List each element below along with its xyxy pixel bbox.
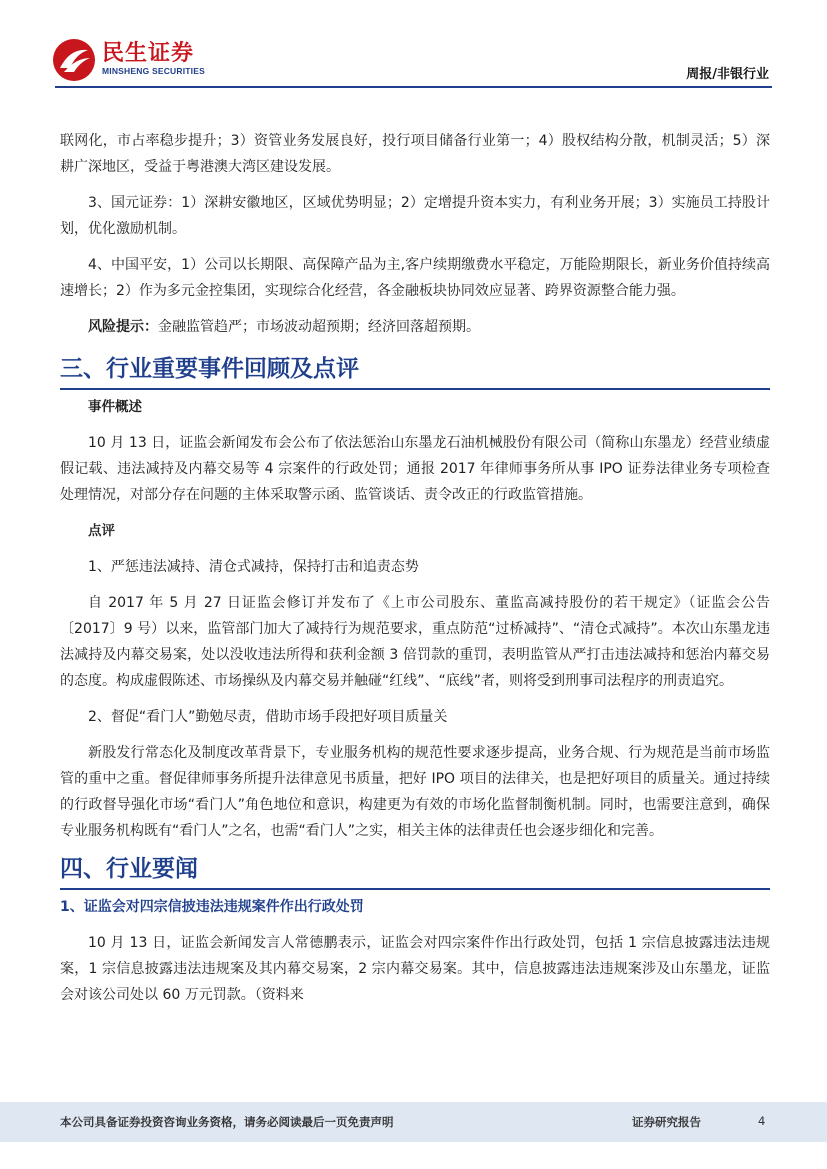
section-title: 四、行业要闻 <box>60 856 198 882</box>
footer-disclaimer: 本公司具备证券投资咨询业务资格，请务必阅读最后一页免责声明 <box>60 1115 394 1129</box>
page-content <box>60 128 770 1008</box>
page-header <box>0 0 827 90</box>
risk-text: 金融监管趋严；市场波动超预期；经济回落超预期。 <box>158 319 480 335</box>
paragraph: 4、中国平安，1）公司以长期限、高保障产品为主,客户续期缴费水平稳定，万能险期限长，新业务价值持续高速增长；2）作为多元金控集团，实现综合化经营，各金融板块协同效应显著、跨界资源整合能力强。 <box>60 257 770 299</box>
paragraph: 3、国元证券：1）深耕安徽地区，区域优势明显；2）定增提升资本实力，有利业务开展；3）实施员工持股计划，优化激励机制。 <box>60 195 770 237</box>
logo-text-en: MINSHENG SECURITIES <box>102 66 205 76</box>
point-heading: 1、严惩违法减持、清仓式减持，保持打击和追责态势 <box>88 559 419 575</box>
section-divider <box>60 388 770 390</box>
paragraph: 10 月 13 日，证监会新闻发言人常德鹏表示，证监会对四宗案件作出行政处罚，包括 1 宗信息披露违法违规案，1 宗信息披露违法违规案及其内幕交易案，2 宗内幕交易案。其中，信息披露违法违规案涉及山东墨龙，证监会对该公司处以 60 万元罚款。（资料来 <box>60 935 770 1003</box>
page-number: 4 <box>758 1114 766 1128</box>
report-type: 周报/非银行业 <box>686 67 769 82</box>
paragraph: 新股发行常态化及制度改革背景下，专业服务机构的规范性要求逐步提高，业务合规、行为规范是当前市场监管的重中之重。督促律师事务所提升法律意见书质量，把好 IPO 项目的法律关，也是把好项目的质量关。通过持续的行政督导强化市场“看门人”角色地位和意识，构建更为有效的市场化监督制衡机制。同时，也需要注意到，确保专业服务机构既有“看门人”之名，也需“看门人”之实，相关主体的法律责任也会逐步细化和完善。 <box>60 745 770 839</box>
comment-heading: 点评 <box>88 523 115 539</box>
paragraph: 自 2017 年 5 月 27 日证监会修订并发布了《上市公司股东、董监高减持股份的若干规定》（证监会公告〔2017〕9 号）以来，监管部门加大了减持行为规范要求，重点防范“过桥减持”、“清仓式减持”。本次山东墨龙违法减持及内幕交易案，处以没收违法所得和获利金额 3 倍罚款的重罚，表明监管从严打击违法减持和惩治内幕交易的态度。构成虚假陈述、市场操纵及内幕交易并触碰“红线”、“底线”者，则将受到刑事司法程序的刑责追究。 <box>60 595 770 689</box>
logo-text-cn: 民生证券 <box>102 41 195 66</box>
footer-doc-type: 证券研究报告 <box>632 1115 701 1129</box>
page-footer <box>0 1102 827 1142</box>
header-divider <box>55 86 772 88</box>
event-summary-heading: 事件概述 <box>88 399 142 415</box>
minsheng-logo-icon <box>52 38 96 82</box>
risk-label: 风险提示： <box>88 319 158 335</box>
section-title: 三、行业重要事件回顾及点评 <box>60 356 359 382</box>
paragraph: 10 月 13 日，证监会新闻发布会公布了依法惩治山东墨龙石油机械股份有限公司（简称山东墨龙）经营业绩虚假记载、违法减持及内幕交易等 4 宗案件的行政处罚；通报 2017 年律师事务所从事 IPO 证券法律业务专项检查处理情况，对部分存在问题的主体采取警示函、监管谈话、责令改正的行政监管措施。 <box>60 435 770 503</box>
risk-warning <box>60 314 770 340</box>
section-divider <box>60 888 770 890</box>
paragraph: 联网化，市占率稳步提升；3）资管业务发展良好，投行项目储备行业第一；4）股权结构分散，机制灵活；5）深耕广深地区，受益于粤港澳大湾区建设发展。 <box>60 133 770 175</box>
point-heading: 2、督促“看门人”勤勉尽责，借助市场手段把好项目质量关 <box>88 709 448 725</box>
news-title: 1、证监会对四宗信披违法违规案件作出行政处罚 <box>60 899 364 915</box>
